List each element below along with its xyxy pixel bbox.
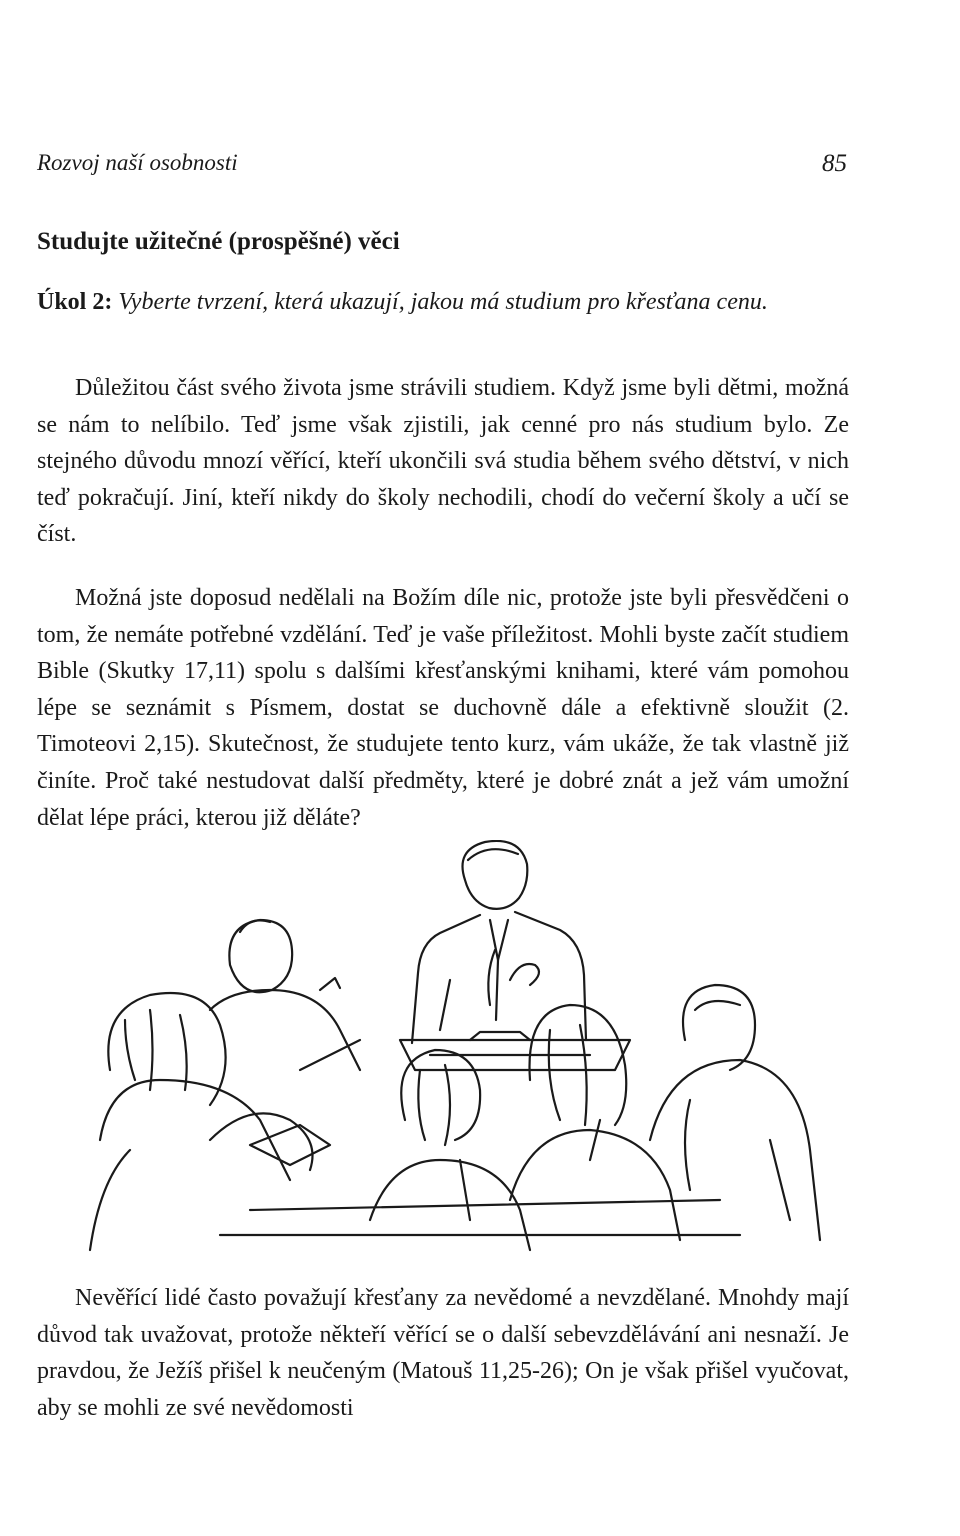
classroom-illustration [70,840,830,1255]
running-head [37,150,847,190]
page-number: 85 [822,150,847,177]
paragraph-2 [37,580,849,836]
paragraph-1-text: Důležitou část svého života jsme strávili studiem. Když jsme byli dětmi, možná se nám to nelíbilo. Teď jsme však zjistili, jak cenné pro nás studium bylo. Ze stejného důvodu mnozí věřící, kteří ukončili svá studia během svého dětství, v nich teď pokračují. Jiní, kteří nikdy do školy nechodili, chodí do večerní školy a učí se číst. [37,375,849,548]
student-left-front [90,993,330,1250]
teacher-figure [412,841,586,1043]
running-title: Rozvoj naší osobnosti [37,150,238,175]
section-heading: Studujte užitečné (prospěšné) věci [37,228,400,255]
paragraph-3-text: Nevěřící lidé často považují křesťany za nevědomé a nevzdělané. Mnohdy mají důvod tak uvažovat, protože někteří věřící se o další sebevzdělávání ani nesnaží. Je pravdou, že Ježíš přišel k neučeným (Matouš 11,25-26); On je však přišel vyučovat, aby se mohli ze své nevědomosti [37,1285,849,1421]
student-center [370,1050,530,1250]
student-left-back [210,920,360,1070]
paragraph-1 [37,370,849,553]
task-label: Úkol 2: [37,289,113,315]
task-prompt [37,285,849,320]
paragraph-3 [37,1280,849,1426]
paragraph-2-text: Možná jste doposud nedělali na Božím díle nic, protože jste byli přesvědčeni o tom, že nemáte potřebné vzdělání. Teď je vaše příležitost. Mohli byste začít studiem Bible (Skutky 17,11) spolu s dalšími křesťanskými knihami, které vám pomohou lépe se seznámit s Písmem, dostat se duchovně dále a efektivně sloužit (2. Timoteovi 2,15). Skutečnost, že studujete tento kurz, vám ukáže, že tak vlastně již činíte. Proč také nestudovat další předměty, které je dobré znát a jež vám umožní dělat lépe práci, kterou již děláte? [37,585,849,831]
classroom-drawing [70,840,830,1255]
task-text: Vyberte tvrzení, která ukazují, jakou má studium pro křesťana cenu. [118,289,768,315]
